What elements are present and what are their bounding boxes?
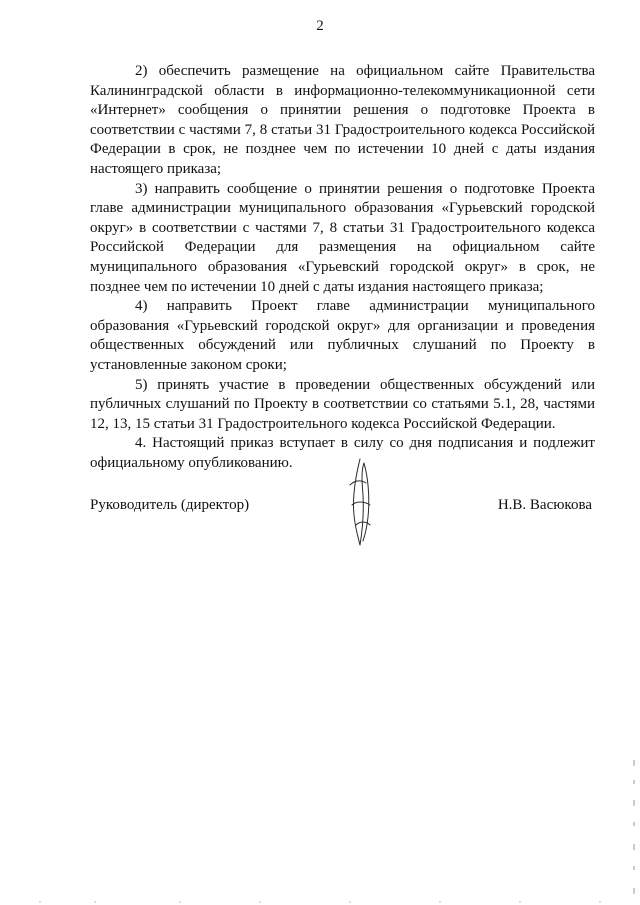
signatory-name: Н.В. Васюкова xyxy=(497,497,592,513)
paragraph-item-4: 4) направить Проект главе администрации муниципального образования «Гурьевский городской округ» для организации и проведения общественных обсуждений или публичных слушаний по Проекту в установленные законом сроки; xyxy=(90,298,595,373)
handwritten-signature xyxy=(330,455,390,550)
paragraph-item-2: 2) обеспечить размещение на официальном сайте Правительства Калининградской области в информационно-телекоммуникационной сети «Интернет» сообщения о принятии решения о подготовке Проекта в соответствии с частями 7, 8 статьи 31 Градостроительного кодекса Российской Федерации в срок, не позднее чем по истечении 10 дней с даты издания настоящего приказа; xyxy=(90,63,595,177)
paragraph-item-5: 5) принять участие в проведении общественных обсуждений или публичных слушаний по Проекту в соответствии со статьями 5.1, 28, частями 12, 13, 15 статьи 31 Градостроительного кодекса Российской Федерации. xyxy=(90,376,595,432)
scan-artifact-marks xyxy=(628,760,640,905)
signatory-position: Руководитель (директор) xyxy=(90,497,250,513)
paragraph-item-3: 3) направить сообщение о принятии решения о подготовке Проекта главе администрации муниципального образования «Гурьевский городской округ» в соответствии с частями 7, 8 статьи 31 Градостроительного кодекса Российской Федерации для размещения на официальном сайте муниципального образования «Гурьевский городской округ» в срок, не позднее чем по истечении 10 дней с даты издания настоящего приказа; xyxy=(90,180,595,295)
paragraph-clause-4: 4. Настоящий приказ вступает в силу со дня подписания и подлежит официальному опубликованию. xyxy=(90,435,595,471)
page-number: 2 xyxy=(316,18,324,34)
document-body xyxy=(90,62,595,473)
scan-artifact-bottom xyxy=(0,897,640,905)
